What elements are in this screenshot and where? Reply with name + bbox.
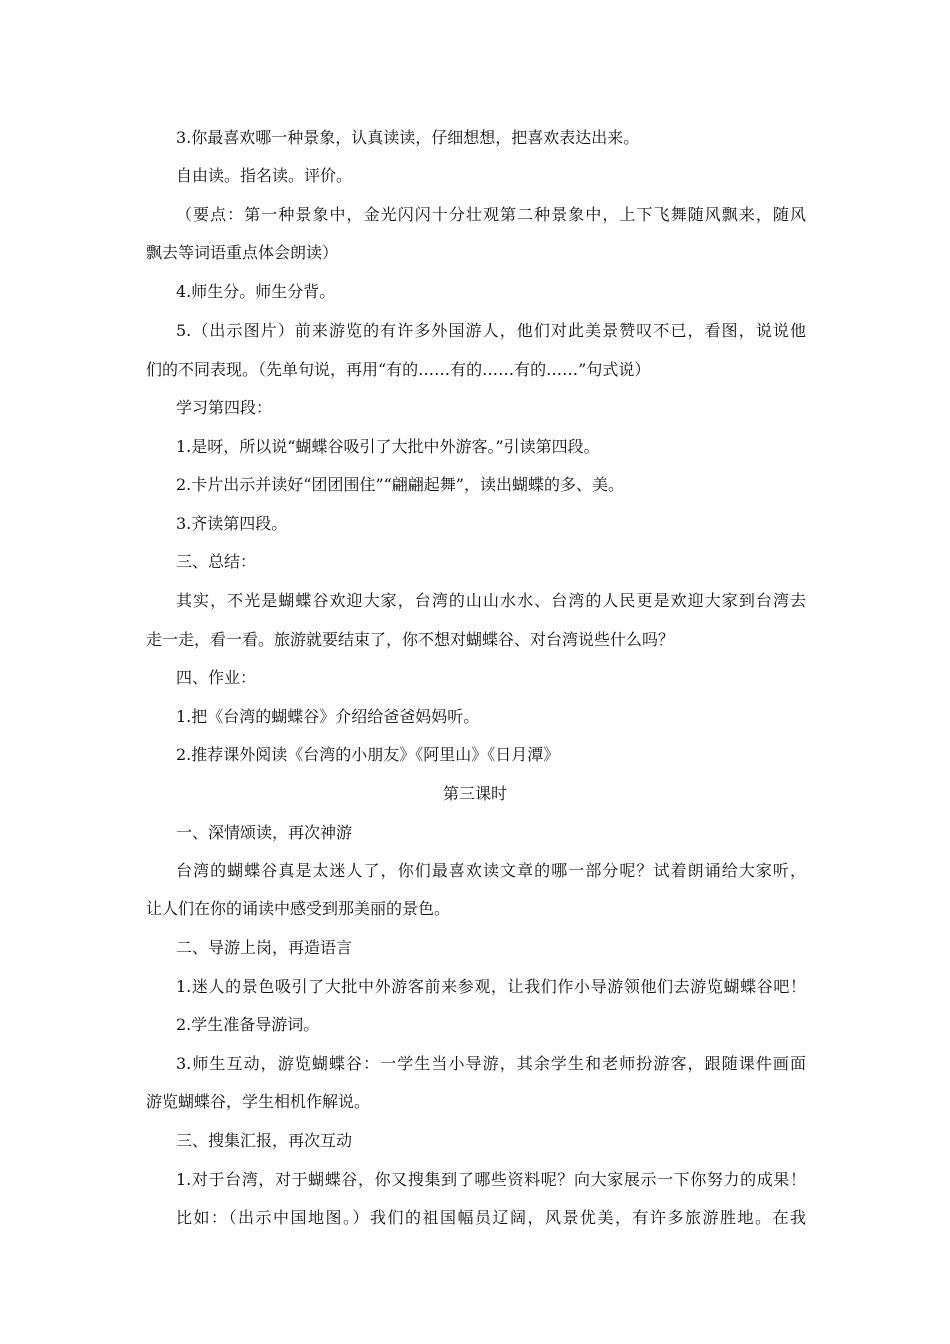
section-heading: 一、深情颂读，再次神游 <box>176 823 353 842</box>
paragraph-line: 1.对于台湾，对于蝴蝶谷，你又搜集到了哪些资料呢？向大家展示一下你努力的成果！ <box>176 1170 806 1189</box>
paragraph-line: 4.师生分。师生分背。 <box>176 282 336 301</box>
paragraph-line: 5.（出示图片）前来游览的有许多外国游人，他们对此美景赞叹不已，看图，说说他 <box>176 321 806 340</box>
section-heading: 学习第四段： <box>176 398 273 417</box>
paragraph-line: 2.卡片出示并读好“团团围住”“翩翩起舞”，读出蝴蝶的多、美。 <box>176 475 624 494</box>
paragraph-line: 3.你最喜欢哪一种景象，认真读读，仔细想想，把喜欢表达出来。 <box>176 128 640 147</box>
section-heading: 四、作业： <box>176 668 257 687</box>
paragraph-line: 3.齐读第四段。 <box>176 514 288 533</box>
section-heading: 三、搜集汇报，再次互动 <box>176 1131 353 1150</box>
paragraph-line: 1.迷人的景色吸引了大批中外游客前来参观，让我们作小导游领他们去游览蝴蝶谷吧！ <box>176 977 806 996</box>
paragraph-line: 让人们在你的诵读中感受到那美丽的景色。 <box>146 899 451 918</box>
paragraph-line: 1.是呀，所以说“蝴蝶谷吸引了大批中外游客。”引读第四段。 <box>176 437 600 456</box>
section-heading: 三、总结： <box>176 552 257 571</box>
paragraph-line: 走一走，看一看。旅游就要结束了，你不想对蝴蝶谷、对台湾说些什么吗？ <box>146 630 675 649</box>
paragraph-line: 其实，不光是蝴蝶谷欢迎大家，台湾的山山水水、台湾的人民更是欢迎大家到台湾去 <box>176 591 806 610</box>
paragraph-line: 台湾的蝴蝶谷真是太迷人了，你们最喜欢读文章的哪一部分呢？试着朗诵给大家听， <box>176 861 806 880</box>
paragraph-line: 飘去等词语重点体会朗读） <box>146 243 339 262</box>
section-heading: 二、导游上岗，再造语言 <box>176 938 353 957</box>
paragraph-line: 3.师生互动，游览蝴蝶谷：一学生当小导游，其余学生和老师扮游客，跟随课件画面 <box>176 1054 806 1073</box>
paragraph-line: （要点：第一种景象中，金光闪闪十分壮观第二种景象中，上下飞舞随风飘来，随风 <box>176 205 806 224</box>
paragraph-line: 自由读。指名读。评价。 <box>176 166 353 185</box>
lesson-title: 第三课时 <box>442 784 507 803</box>
paragraph-line: 1.把《台湾的蝴蝶谷》介绍给爸爸妈妈听。 <box>176 707 480 726</box>
paragraph-line: 游览蝴蝶谷，学生相机作解说。 <box>146 1092 371 1111</box>
paragraph-line: 比如：（出示中国地图。）我们的祖国幅员辽阔，风景优美，有许多旅游胜地。在我 <box>176 1208 806 1227</box>
paragraph-line: 们的不同表现。（先单句说，再用“有的……有的……有的……”句式说） <box>146 360 651 379</box>
paragraph-line: 2.推荐课外阅读《台湾的小朋友》《阿里山》《日月潭》 <box>176 745 560 764</box>
paragraph-line: 2.学生准备导游词。 <box>176 1015 320 1034</box>
